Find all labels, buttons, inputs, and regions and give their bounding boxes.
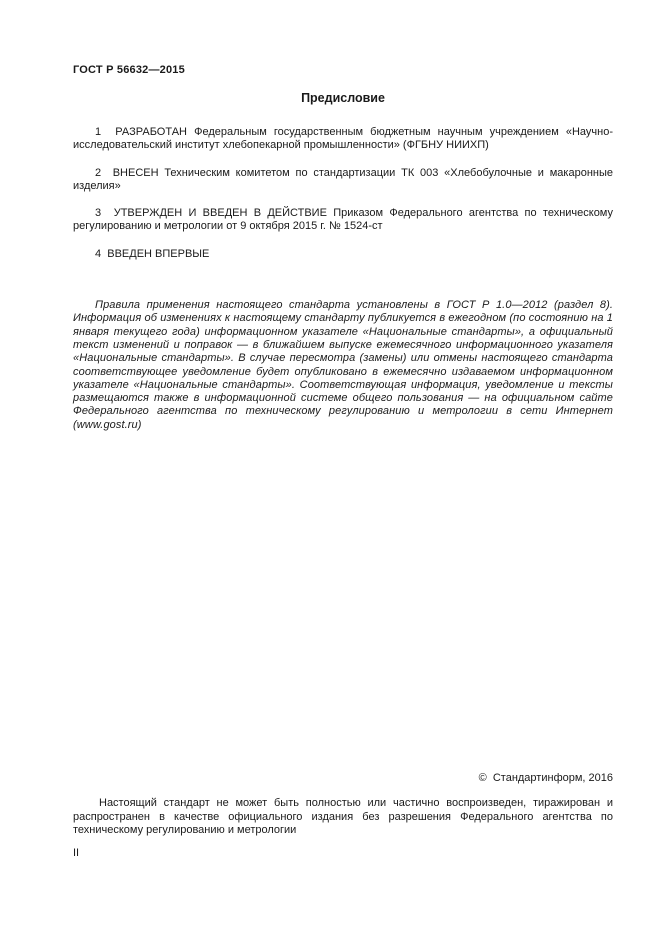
foreword-item-submitted: 2 ВНЕСЕН Техническим комитетом по стандартизации ТК 003 «Хлебобулочные и макаронные изделия» (73, 166, 613, 192)
doc-number: ГОСТ Р 56632—2015 (73, 64, 185, 76)
page-number: II (73, 847, 80, 860)
foreword-item-first-edition: 4 ВВЕДЕН ВПЕРВЫЕ (95, 247, 210, 260)
foreword-item-approved: 3 УТВЕРЖДЕН И ВВЕДЕН В ДЕЙСТВИЕ Приказом Федерального агентства по техническому регулированию и метрологии от 9 октября 2015 г. № 1524-ст (73, 207, 613, 233)
page-bottom (73, 772, 613, 860)
page-content (73, 64, 613, 432)
legal-notice: Правила применения настоящего стандарта установлены в ГОСТ Р 1.0—2012 (раздел 8). Информация об изменениях к настоящему стандарту публикуется в ежегодном (по состоянию на 1 января текущего года) информационном указателе «Национальные стандарты», а официальный текст изменений и поправок — в ближайшем выпуске ежемесячного информационного указателя «Национальные стандарты». В случае пересмотра (замены) или отмены настоящего стандарта соответствующее уведомление будет опубликовано в ежемесячно издаваемом информационном указателе «Национальные стандарты». Соответствующая информация, уведомление и тексты размещаются также в информационной системе общего пользования — на официальном сайте Федерального агентства по техническому регулированию и метрологии в сети Интернет (www.gost.ru) (73, 299, 613, 431)
foreword-item-developed: 1 РАЗРАБОТАН Федеральным государственным бюджетным научным учреждением «Научно-исследовательский институт хлебопекарной промышленности» (ФГБНУ НИИХП) (73, 126, 613, 152)
page-title: Предисловие (301, 91, 385, 105)
reproduction-restriction: Настоящий стандарт не может быть полностью или частично воспроизведен, тиражирован и распространен в качестве официального издания без разрешения Федерального агентства по техническому регулированию и метрологии (73, 797, 613, 836)
copyright-notice: © Стандартинформ, 2016 (478, 772, 613, 784)
